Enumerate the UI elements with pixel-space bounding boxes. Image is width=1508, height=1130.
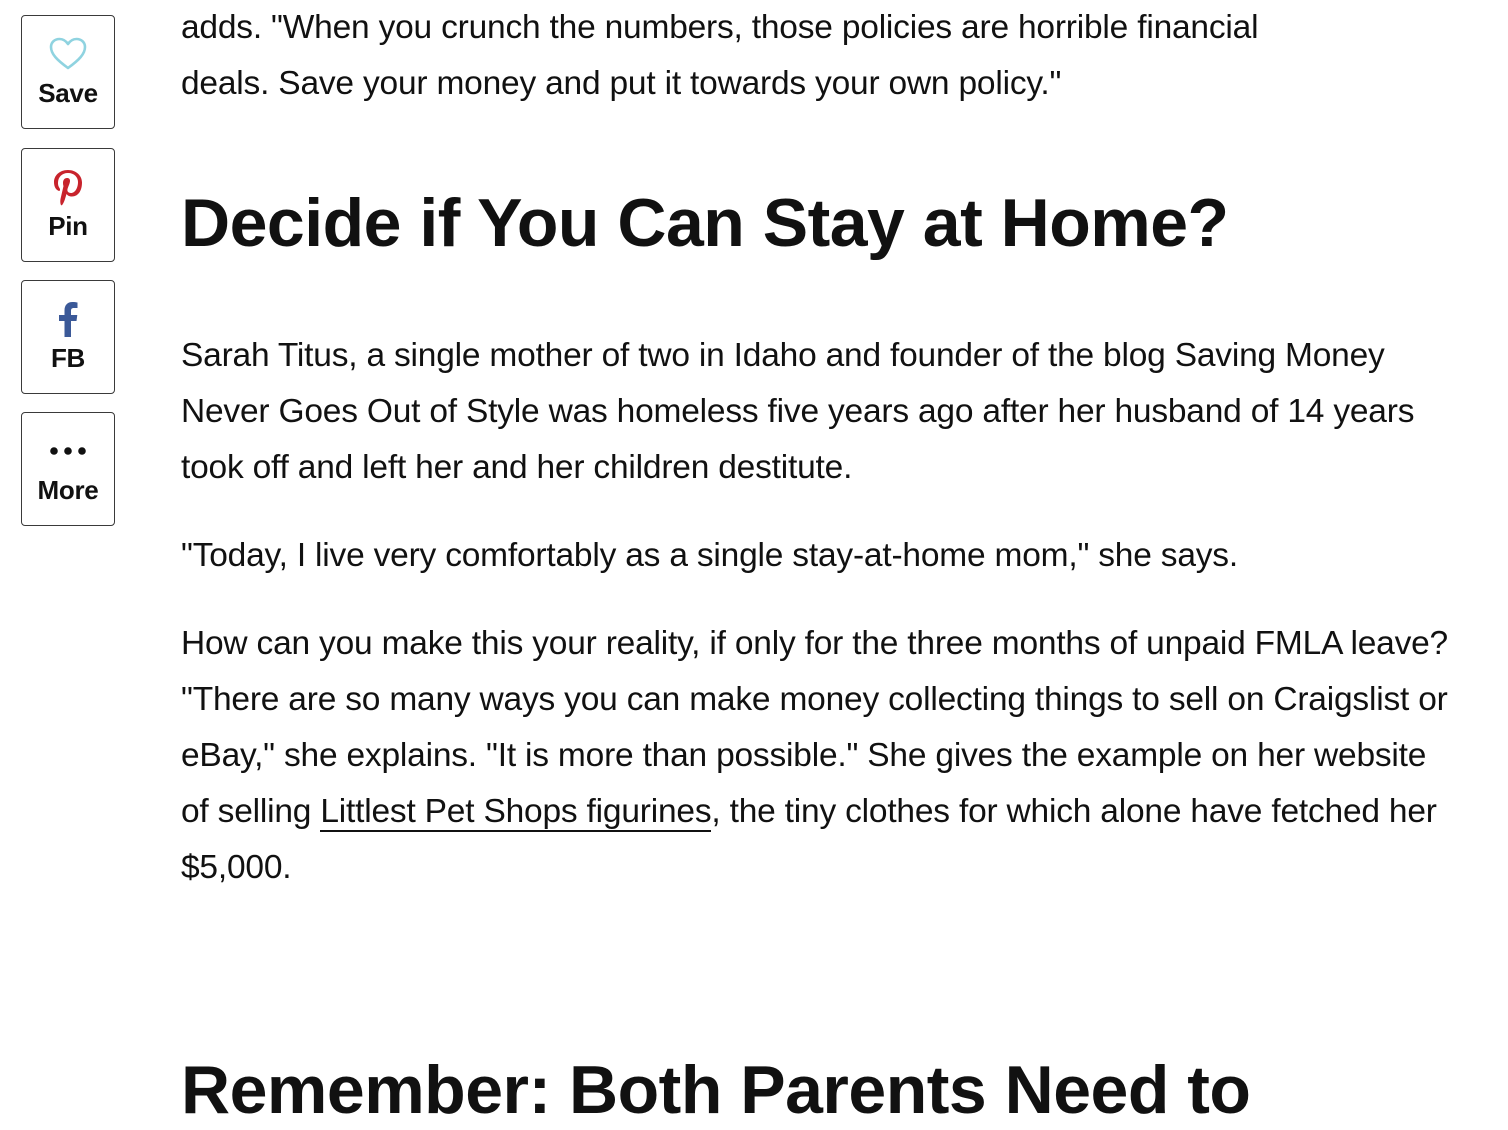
fmla-paragraph	[181, 616, 1456, 896]
save-label: Save	[38, 78, 98, 108]
pin-label: Pin	[48, 211, 88, 241]
fmla-text-before: How can you make this your reality, if only for the three months of unpaid FMLA leave? "There are so many ways you can make money collecting things to sell on Craigslist or eBay," she explains. "It is more than possible." She gives the example on her website of selling	[181, 625, 1448, 830]
save-button[interactable]	[21, 15, 115, 129]
intro-line-1: adds. "When you crunch the numbers, those policies are horrible financial	[181, 9, 1259, 46]
more-label: More	[37, 475, 99, 505]
next-section-heading: Remember: Both Parents Need to	[181, 1052, 1251, 1128]
section-heading: Decide if You Can Stay at Home?	[181, 185, 1229, 261]
intro-line-2: deals. Save your money and put it towards your own policy."	[181, 65, 1062, 102]
ellipsis-icon	[48, 429, 88, 473]
fb-label: FB	[50, 343, 86, 373]
facebook-button[interactable]	[21, 280, 115, 394]
littlest-pet-shops-link[interactable]: Littlest Pet Shops figurines	[320, 793, 712, 830]
intro-paragraph	[181, 0, 1451, 112]
facebook-icon	[57, 297, 79, 341]
pinterest-icon	[51, 165, 85, 209]
heart-outline-icon	[49, 32, 87, 76]
sarah-paragraph: Sarah Titus, a single mother of two in Idaho and founder of the blog Saving Money Never Goes Out of Style was homeless five years ago after her husband of 14 years took off and left her and her children destitute.	[181, 337, 1415, 486]
pin-button[interactable]	[21, 148, 115, 262]
fmla-text-after: , the tiny clothes for which alone have fetched her $5,000.	[181, 793, 1437, 886]
quote-paragraph: "Today, I live very comfortably as a single stay-at-home mom," she says.	[181, 537, 1238, 574]
more-button[interactable]	[21, 412, 115, 526]
